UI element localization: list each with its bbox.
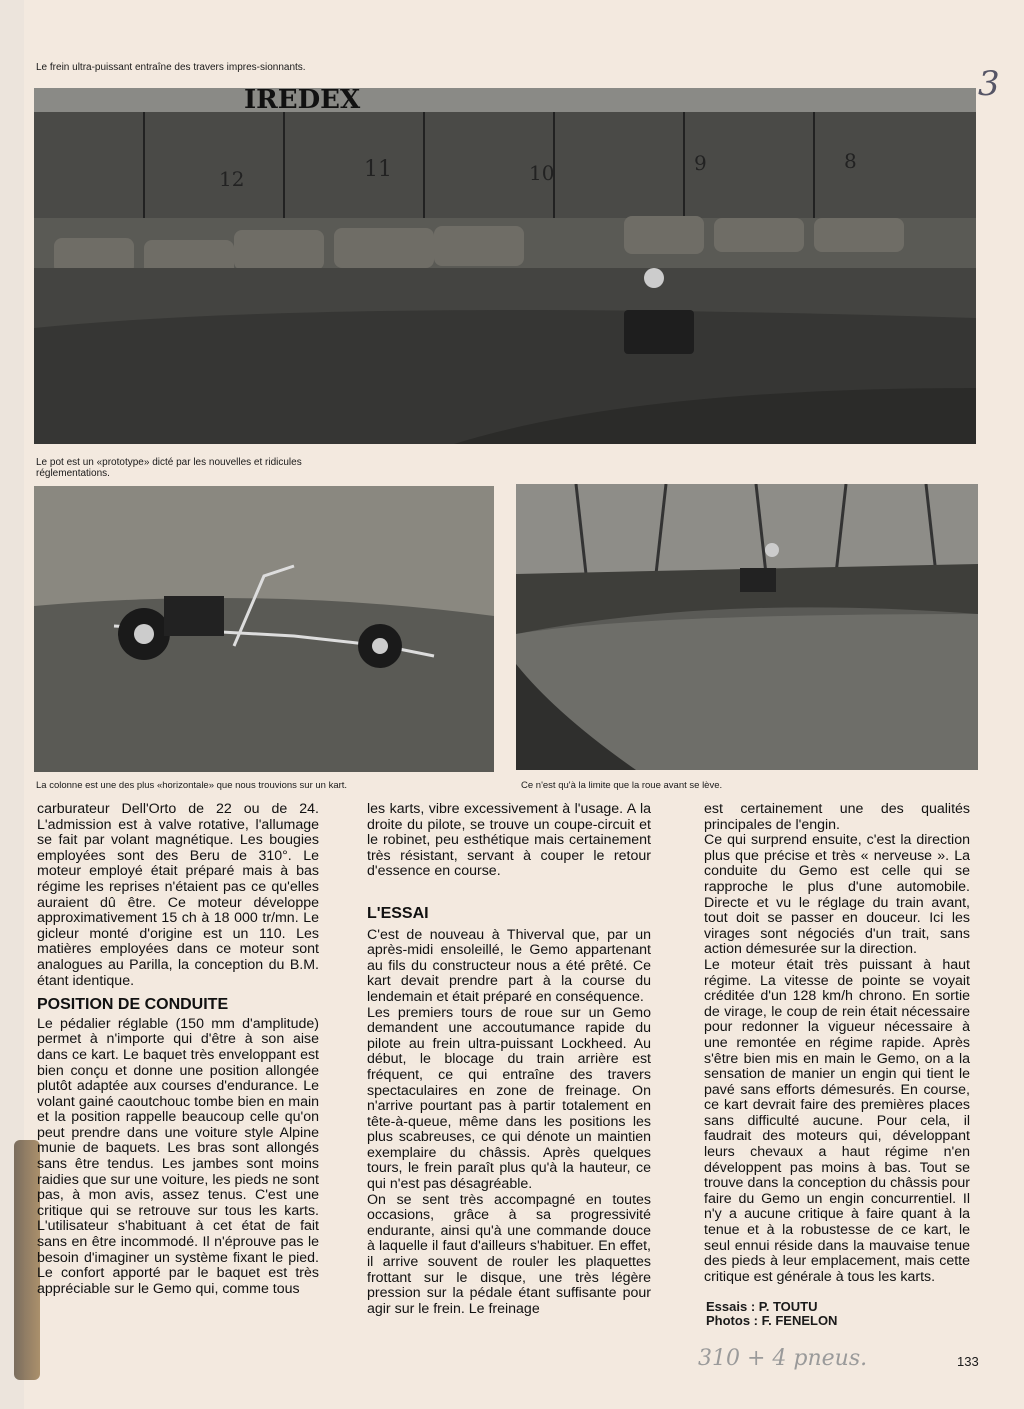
paragraph: On se sent très accompagné en toutes occasions, grâce à sa progressivité endurante, ainsi qu'à une commande douce à laquelle il faut d'ailleurs s'habituer. En effet, il arrive souvent de rouler les plaquettes frottant sur le disque, une très légère pression sur la pédale étant suffisante pour agir sur le frein. Le freinage [367, 1191, 651, 1317]
paragraph: Ce qui surprend ensuite, c'est la direction plus que précise et très « nerveuse ». La conduite du Gemo est celle qui se rapproche le plus d'une automobile. Directe et vu le réglage du train avant, tout doit se passer en douceur. Ici les virages sont négociés d'un trait, sans action démesurée sur la direction. [704, 832, 970, 958]
handwritten-note: 310 + 4 pneus. [698, 1346, 868, 1371]
photo-kart-corner-image [516, 484, 978, 770]
caption-wheel-lift: Ce n'est qu'à la limite que la roue avant se lève. [521, 780, 723, 791]
paragraph: Le moteur était très puissant à haut régime. La vitesse de pointe se voyait créditée d'un 128 km/h chrono. En sortie de virage, le coup de rein était nécessaire pour redonner la vigueur nécessaire à une remontée en régime rapide. Après s'être bien mis en main le Gemo, on a la sensation de manier un engin qui tient le pavé sans efforts démesurés. En course, ce kart devrait faire des premières places sans difficulté aucune. Pour cela, il faudrait des moteurs qui, développant leurs chevaux a haut régime n'en développent pas moins à bas. Tout se trouve dans la conception du châssis pour faire du Gemo un engin concurrentiel. Il n'y a aucune critique à faire quant à la tenue et à la robustesse de ce kart, le seul ennui réside dans la mauvaise tenue des pieds à leur emplacement, mais cette critique est générale à tous les karts. [704, 956, 970, 1285]
svg-text:10: 10 [529, 161, 555, 185]
photo-kart-side [34, 486, 494, 772]
caption-top-photo: Le frein ultra-puissant entraîne des travers impres-sionnants. [36, 62, 306, 73]
paragraph: les karts, vibre excessivement à l'usage. A la droite du pilote, se trouve un coupe-circuit et le robinet, peu esthétique mais certainement très résistant, servant à couper le retour d'essence en course. [367, 801, 651, 880]
credits [706, 1300, 837, 1328]
svg-text:11: 11 [364, 157, 392, 182]
svg-text:9: 9 [694, 151, 707, 175]
article-column-3 [704, 802, 970, 1285]
credit-tests: Essais : P. TOUTU [706, 1299, 818, 1314]
caption-exhaust: Le pot est un «prototype» dicté par les nouvelles et ridicules réglementations. [36, 457, 302, 479]
photo-kart-corner [516, 484, 978, 770]
section-heading-essai: L'ESSAI [367, 904, 429, 922]
paragraph: est certainement une des qualités principales de l'engin. [704, 801, 970, 833]
svg-text:12: 12 [219, 167, 245, 191]
caption-steering-column: La colonne est une des plus «horizontale» que nous trouvions sur un kart. [36, 780, 348, 791]
banner-text: IREDEX [244, 88, 361, 115]
article-column-2 [367, 802, 651, 1317]
credit-photos: Photos : F. FENELON [706, 1313, 838, 1328]
photo-track-bay-image [34, 88, 976, 444]
article-column-1 [37, 802, 319, 1297]
paragraph: Le pédalier réglable (150 mm d'amplitude) permet à n'importe qui d'être à son aise dans ce kart. Le baquet très enveloppant est bien conçu et donne une position allongée plutôt adaptée aux courses d'endurance. Le volant gainé caoutchouc tombe bien en main et la position rappelle beaucoup celle qu'on peut prendre dans une voiture style Alpine munie de baquets. Les bras sont allongés sans être tendus. Les jambes sont moins raidies que sur une voiture, les pieds ne sont pas, à mon avis, assez tenus. C'est une critique qui se retrouve sur tous les karts. L'utilisateur s'habituant à cet état de fait sans en être incommodé. Il n'éprouve pas le besoin d'imaginer un système fixant le pied. Le confort apporté par le baquet est très appréciable sur le Gemo qui, comme tous [37, 1015, 319, 1297]
photo-kart-side-image [34, 486, 494, 772]
handwritten-page-mark: 3 [978, 64, 1000, 104]
svg-text:8: 8 [844, 149, 857, 173]
paragraph: Les premiers tours de roue sur un Gemo demandent une accoutumance rapide du pilote au frein ultra-puissant Lockheed. Au début, le blocage du train arrière est fréquent, ce qui entraîne des travers spectaculaires en zone de freinage. On n'arrive pourtant pas à partir totalement en tête-à-queue, même dans les positions les plus scabreuses, ce qui dénote un maintien exemplaire du châssis. Après quelques tours, le frein paraît plus qu'à la hauteur, ce qui n'est pas désagréable. [367, 1004, 651, 1193]
section-heading-position: POSITION DE CONDUITE [37, 996, 229, 1014]
page-number: 133 [957, 1354, 979, 1369]
paragraph: carburateur Dell'Orto de 22 ou de 24. L'admission est à valve rotative, l'allumage se fait par volant magnétique. Les bougies employées sont des Beru de 310°. Le moteur employé était préparé mais à bas régime les reprises n'étaient pas ce qu'elles auraient dû être. Ce moteur développe approximativement 15 ch à 18 000 tr/mn. Le gicleur monté d'origine est un 110. Les matières employées dans ce moteur sont analogues au Parilla, la conception du B.M. étant identique. [37, 801, 319, 989]
paragraph: C'est de nouveau à Thiverval que, par un après-midi ensoleillé, le Gemo appartenant au fils du constructeur nous a été prêté. Ce kart devait prendre part à la course du lendemain et était préparé en conséquence. [367, 926, 651, 1005]
photo-track-bay [34, 88, 976, 444]
